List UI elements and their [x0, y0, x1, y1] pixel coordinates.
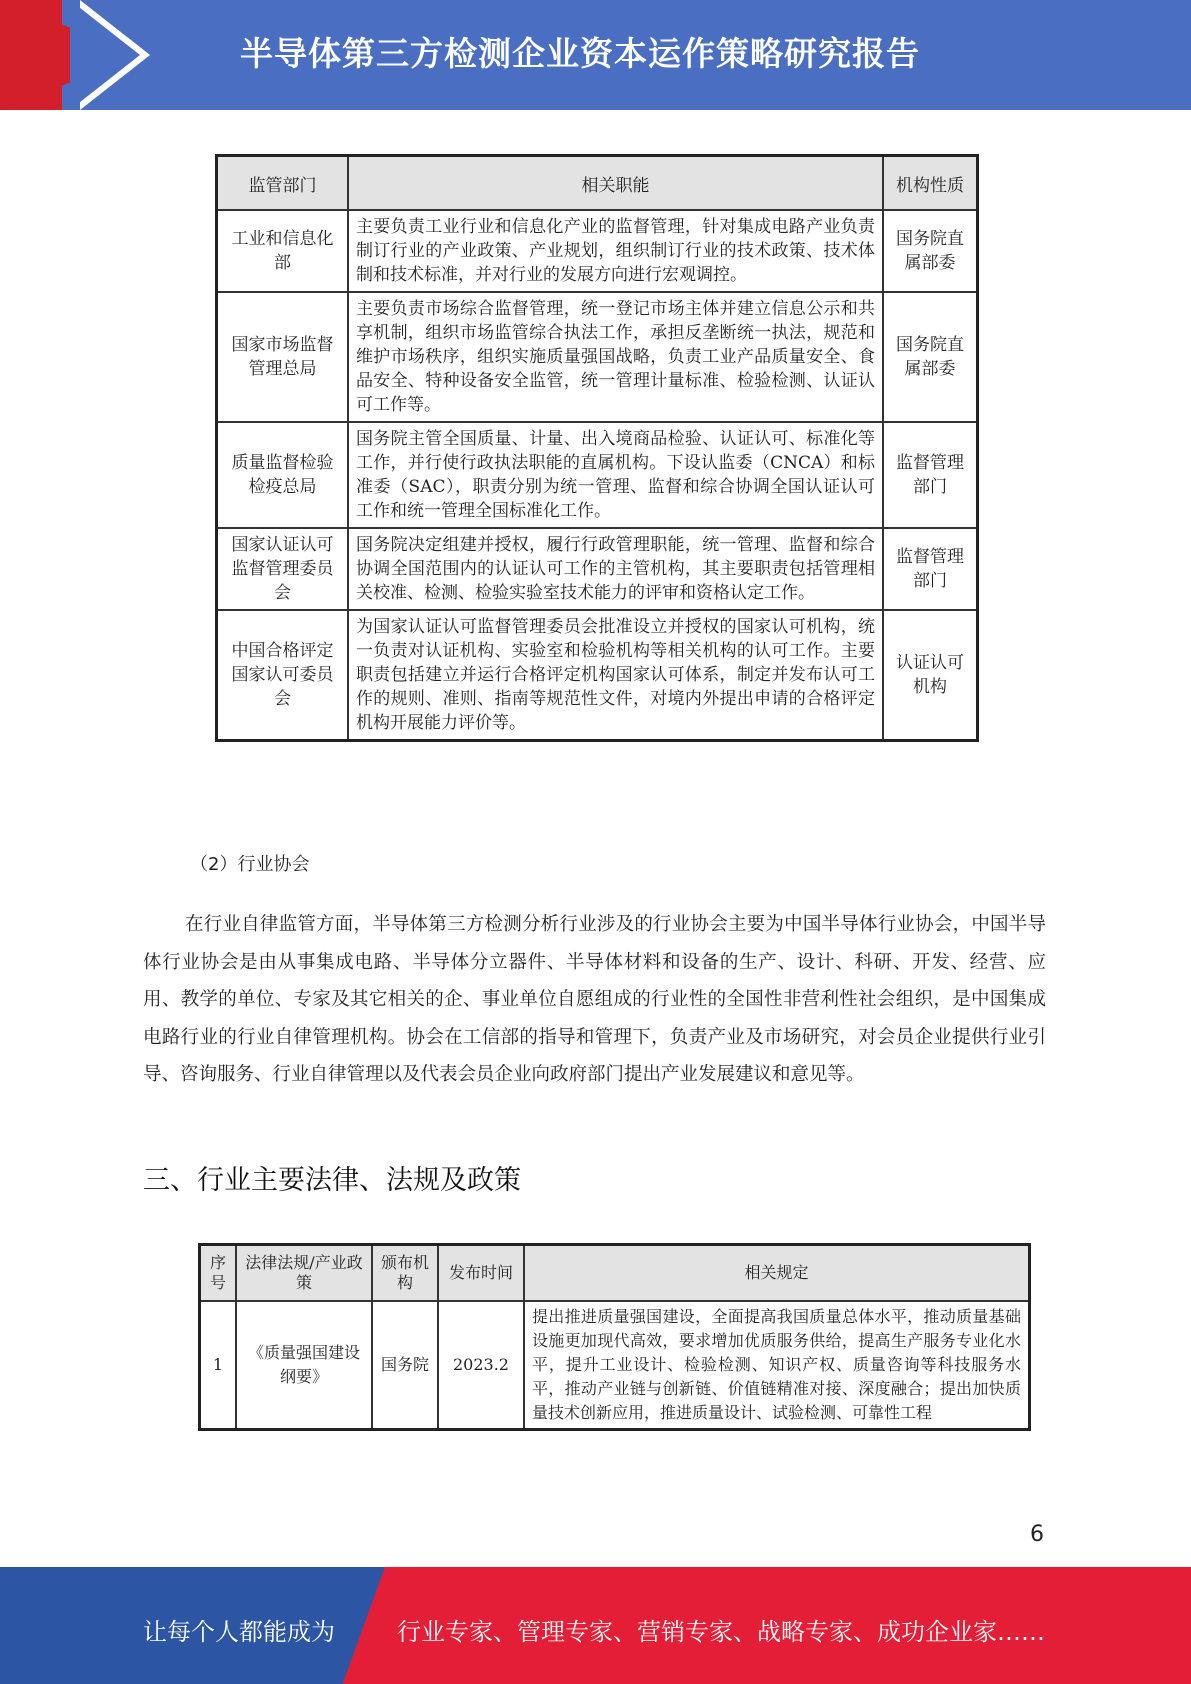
footer-slogan-left: 让每个人都能成为: [143, 1618, 335, 1646]
nature-cell: 监督管理部门: [883, 422, 978, 528]
org-cell: 国务院: [372, 1301, 438, 1430]
dept-cell: 中国合格评定国家认可委员会: [217, 610, 349, 741]
nature-cell: 认证认可机构: [883, 610, 978, 741]
duty-cell: 国务院主管全国质量、计量、出入境商品检验、认证认可、标准化等工作，并行使行政执法职能的直属机构。下设认监委（CNCA）和标准委（SAC），职责分别为统一管理、监督和综合协调全国认证认可工作和统一管理全国标准化工作。: [348, 422, 883, 528]
body-paragraph: 在行业自律监管方面，半导体第三方检测分析行业涉及的行业协会主要为中国半导体行业协会，中国半导体行业协会是由从事集成电路、半导体分立器件、半导体材料和设备的生产、设计、科研、开发、经营、应用、教学的单位、专家及其它相关的企、事业单位自愿组成的行业性的全国性非营利性社会组织，是中国集成电路行业的行业自律管理机构。协会在工信部的指导和管理下，负责产业及市场研究，对会员企业提供行业引导、咨询服务、行业自律管理以及代表会员企业向政府部门提出产业发展建议和意见等。: [143, 914, 1046, 1085]
duty-cell: 国务院决定组建并授权，履行行政管理职能，统一管理、监督和综合协调全国范围内的认证认可工作的主管机构，其主要职责包括管理相关校准、检测、检验实验室技术能力的评审和资格认定工作。: [348, 528, 883, 610]
regulator-table: [215, 154, 979, 742]
table-row: [200, 1301, 1030, 1430]
duty-cell: 为国家认证认可监督管理委员会批准设立并授权的国家认可机构，统一负责对认证机构、实验室和检验机构等相关机构的认可工作。主要职责包括建立并运行合格评定机构国家认可体系，制定并发布认可工作的规则、准则、指南等规范性文件，对境内外提出申请的合格评定机构开展能力评价等。: [348, 610, 883, 741]
regulator-table-container: [215, 154, 979, 742]
table-row: [217, 422, 978, 528]
policy-table-container: [198, 1243, 1031, 1431]
dept-cell: 工业和信息化部: [217, 210, 349, 292]
rule-cell: 提出推进质量强国建设，全面提高我国质量总体水平，推动质量基础设施更加现代高效，要求增加优质服务供给，提高生产服务专业化水平，提升工业设计、检验检测、知识产权、质量咨询等科技服务水平，推动产业链与创新链、价值链精准对接、深度融合；提出加快质量技术创新应用，推进质量设计、试验检测、可靠性工程: [524, 1301, 1030, 1430]
date-cell: 2023.2: [438, 1301, 524, 1430]
policy-table: [198, 1243, 1031, 1431]
subsection-heading: （2）行业协会: [190, 854, 310, 875]
table-row: [217, 292, 978, 422]
report-title: 半导体第三方检测企业资本运作策略研究报告: [240, 34, 920, 73]
column-header-org: 颁布机构: [372, 1245, 438, 1302]
law-cell: 《质量强国建设纲要》: [236, 1301, 372, 1430]
table-row: [217, 528, 978, 610]
page-header: [0, 0, 1191, 110]
dept-cell: 国家市场监督管理总局: [217, 292, 349, 422]
page-number: 6: [1030, 1522, 1044, 1547]
no-cell: 1: [200, 1301, 237, 1430]
column-header-dept: 监管部门: [217, 156, 349, 211]
nature-cell: 国务院直属部委: [883, 292, 978, 422]
table-row: [217, 210, 978, 292]
table-header-row: [217, 156, 978, 211]
column-header-rule: 相关规定: [524, 1245, 1030, 1302]
dept-cell: 国家认证认可监督管理委员会: [217, 528, 349, 610]
section-heading: 三、行业主要法律、法规及政策: [143, 1165, 521, 1196]
column-header-nature: 机构性质: [883, 156, 978, 211]
page-footer: [0, 1567, 1191, 1684]
footer-slogan-right: 行业专家、管理专家、营销专家、战略专家、成功企业家……: [397, 1618, 1045, 1646]
table-row: [217, 610, 978, 741]
column-header-date: 发布时间: [438, 1245, 524, 1302]
column-header-no: 序号: [200, 1245, 237, 1302]
column-header-duty: 相关职能: [348, 156, 883, 211]
column-header-law: 法律法规/产业政策: [236, 1245, 372, 1302]
nature-cell: 监督管理部门: [883, 528, 978, 610]
dept-cell: 质量监督检验检疫总局: [217, 422, 349, 528]
duty-cell: 主要负责市场综合监督管理，统一登记市场主体并建立信息公示和共享机制，组织市场监管综合执法工作，承担反垄断统一执法，规范和维护市场秩序，组织实施质量强国战略，负责工业产品质量安全、食品安全、特种设备安全监管，统一管理计量标准、检验检测、认证认可工作等。: [348, 292, 883, 422]
nature-cell: 国务院直属部委: [883, 210, 978, 292]
header-chevron-mask: [70, 0, 140, 110]
table-header-row: [200, 1245, 1030, 1302]
duty-cell: 主要负责工业行业和信息化产业的监督管理，针对集成电路产业负责制订行业的产业政策、产业规划，组织制订行业的技术政策、技术体制和技术标准，并对行业的发展方向进行宏观调控。: [348, 210, 883, 292]
